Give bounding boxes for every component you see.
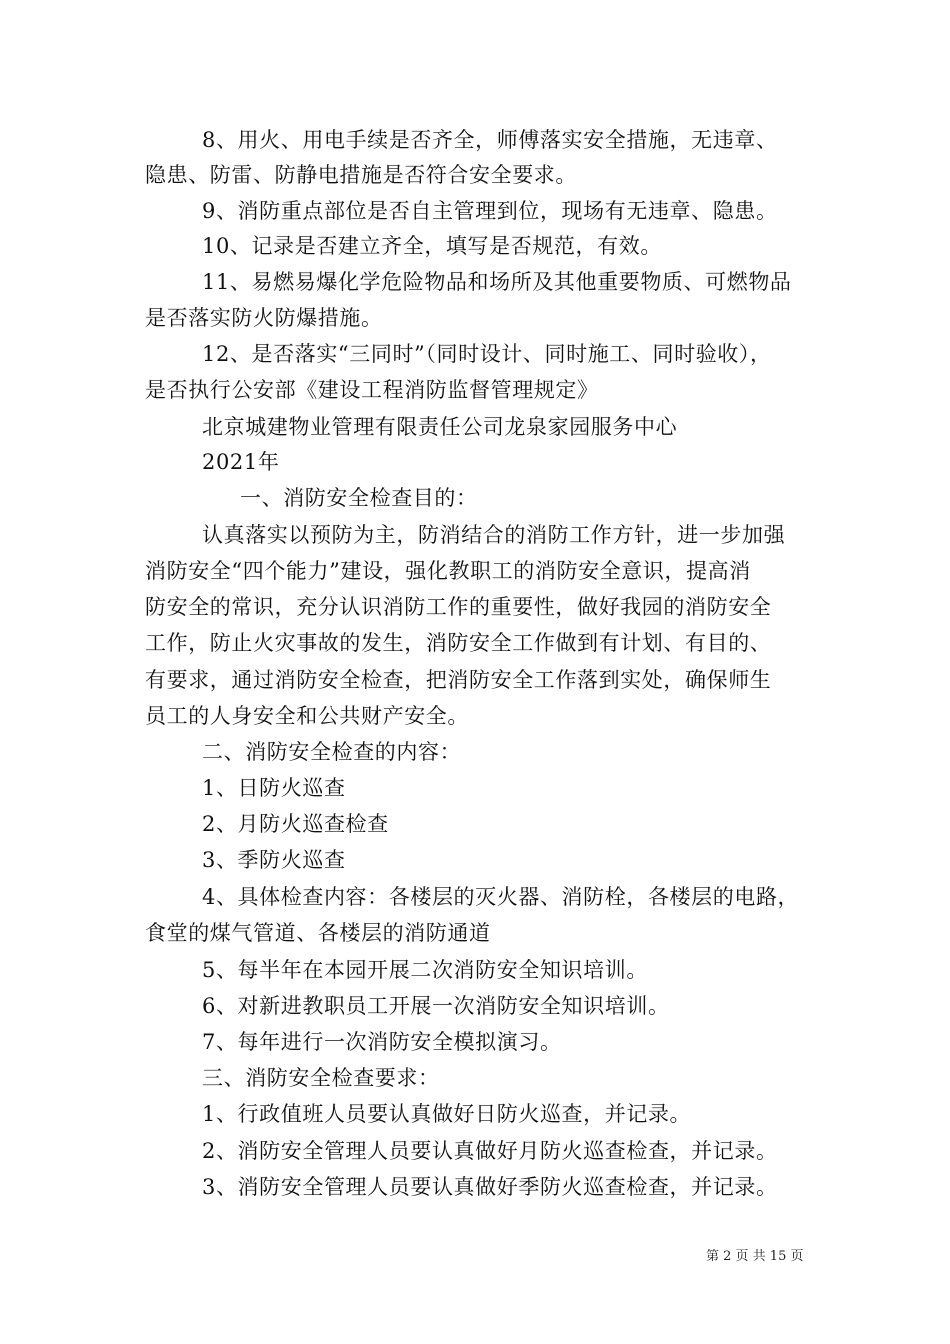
text-line: 员工的人身安全和公共财产安全。 — [145, 704, 469, 728]
text-line: 10、记录是否建立齐全，填写是否规范，有效。 — [202, 234, 662, 258]
company-name: 北京城建物业管理有限责任公司龙泉家园服务中心 — [202, 415, 678, 439]
text-line: 食堂的煤气管道、各楼层的消防通道 — [145, 921, 491, 945]
section-heading: 一、消防安全检查目的： — [240, 486, 478, 510]
page-number-footer: 第 2 页 共 15 页 — [706, 1249, 804, 1264]
text-line: 防安全的常识，充分认识消防工作的重要性，做好我园的消防安全 — [145, 595, 772, 619]
text-line: 11、易燃易爆化学危险物品和场所及其他重要物质、可燃物品 — [202, 270, 792, 294]
list-item: 3、季防火巡查 — [202, 848, 346, 872]
list-item: 3、消防安全管理人员要认真做好季防火巡查检查，并记录。 — [202, 1175, 778, 1199]
list-item: 2、消防安全管理人员要认真做好月防火巡查检查，并记录。 — [202, 1139, 778, 1163]
list-item: 6、对新进教职员工开展一次消防安全知识培训。 — [202, 994, 670, 1018]
text-line: 12、是否落实“三同时”（同时设计、同时施工、同时验收）， — [202, 342, 772, 366]
text-line: 消防安全“四个能力”建设，强化教职工的消防安全意识，提高消 — [145, 559, 751, 583]
text-line: 认真落实以预防为主，防消结合的消防工作方针，进一步加强 — [202, 523, 786, 547]
list-item: 2、月防火巡查检查 — [202, 812, 389, 836]
text-line: 是否落实防火防爆措施。 — [145, 306, 383, 330]
text-line: 是否执行公安部《建设工程消防监督管理规定》 — [145, 378, 599, 402]
text-line: 工作，防止火灾事故的发生，消防安全工作做到有计划、有目的、 — [145, 631, 772, 655]
text-line: 有要求，通过消防安全检查，把消防安全工作落到实处，确保师生 — [145, 668, 772, 692]
section-heading: 三、消防安全检查要求： — [202, 1066, 440, 1090]
list-item: 7、每年进行一次消防安全模拟演习。 — [202, 1030, 562, 1054]
text-line: 隐患、防雷、防静电措施是否符合安全要求。 — [145, 163, 577, 187]
section-heading: 二、消防安全检查的内容： — [202, 740, 462, 764]
year-text: 2021年 — [202, 450, 280, 474]
text-line: 9、消防重点部位是否自主管理到位，现场有无违章、隐患。 — [202, 199, 778, 223]
list-item: 1、行政值班人员要认真做好日防火巡查，并记录。 — [202, 1102, 692, 1126]
list-item: 4、具体检查内容：各楼层的灭火器、消防栓，各楼层的电路， — [202, 885, 800, 909]
list-item: 1、日防火巡查 — [202, 776, 346, 800]
list-item: 5、每半年在本园开展二次消防安全知识培训。 — [202, 958, 648, 982]
text-line: 8、用火、用电手续是否齐全，师傅落实安全措施，无违章、 — [202, 128, 778, 152]
